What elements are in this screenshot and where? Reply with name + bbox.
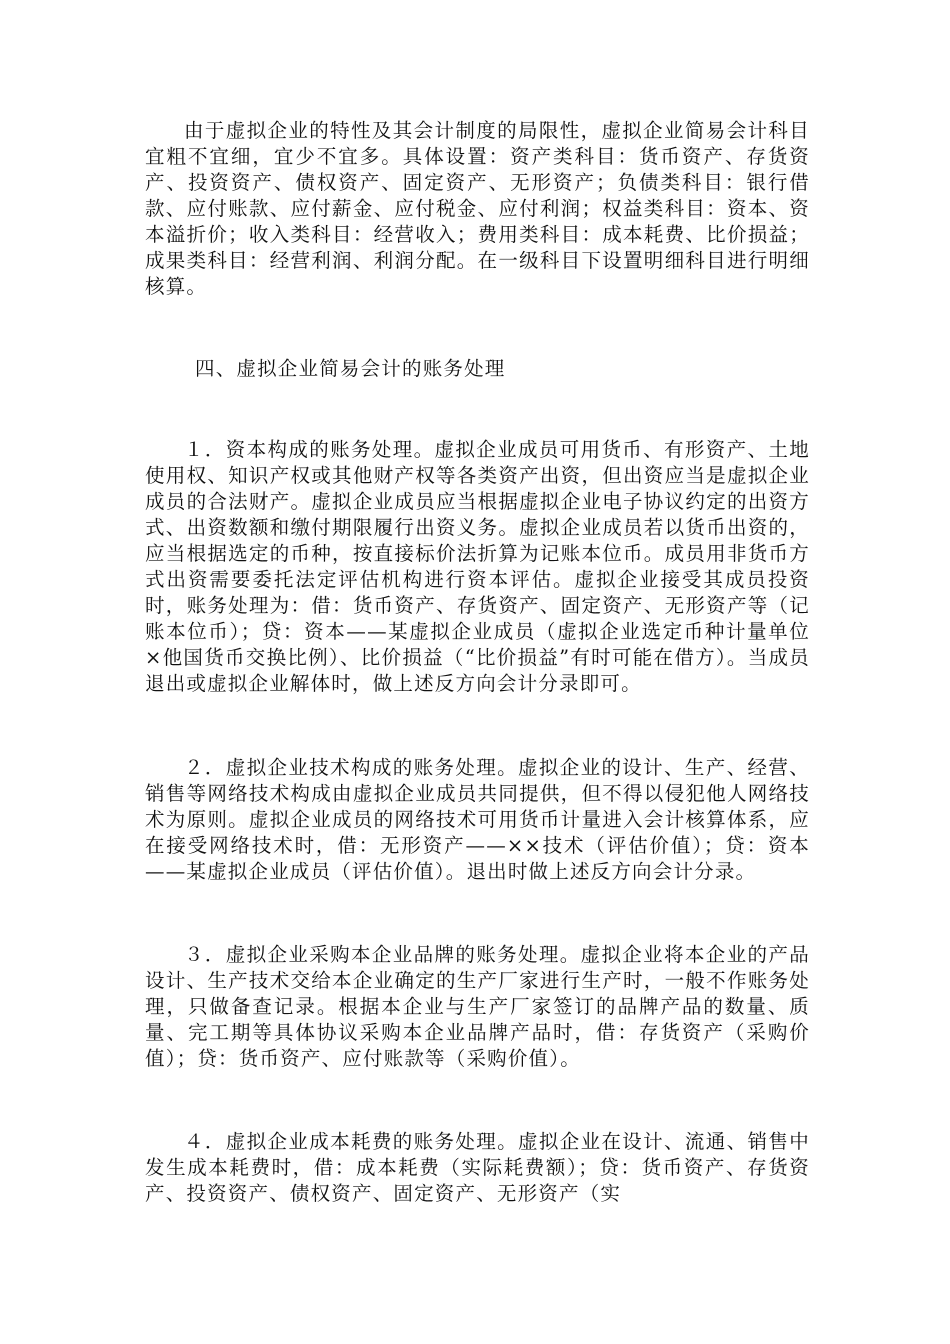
- paragraph-capital: １．资本构成的账务处理。虚拟企业成员可用货币、有形资产、土地使用权、知识产权或其他财产权等各类资产出资，但出资应当是虚拟企业成员的合法财产。虚拟企业成员应当根据虚拟企业电子协议约定的出资方式、出资数额和缴付期限履行出资义务。虚拟企业成员若以货币出资的，应当根据选定的币种，按直接标价法折算为记账本位币。成员用非货币方式出资需要委托法定评估机构进行资本评估。虚拟企业接受其成员投资时，账务处理为：借：货币资产、存货资产、固定资产、无形资产等（记账本位币）；贷：资本——某虚拟企业成员（虚拟企业选定币种计量单位×他国货币交换比例）、比价损益（“比价损益”有时可能在借方）。当成员退出或虚拟企业解体时，做上述反方向会计分录即可。: [145, 438, 810, 695]
- document-page: [145, 118, 810, 1207]
- paragraph-account-setup: 由于虚拟企业的特性及其会计制度的局限性，虚拟企业简易会计科目宜粗不宜细，宜少不宜多。具体设置：资产类科目：货币资产、存货资产、投资资产、债权资产、固定资产、无形资产；负债类科目：银行借款、应付账款、应付薪金、应付税金、应付利润；权益类科目：资本、资本溢折价；收入类科目：经营收入；费用类科目：成本耗费、比价损益；成果类科目：经营利润、利润分配。在一级科目下设置明细科目进行明细核算。: [145, 119, 810, 298]
- paragraph-spacer: [145, 382, 810, 437]
- paragraph-cost: ４．虚拟企业成本耗费的账务处理。虚拟企业在设计、流通、销售中发生成本耗费时，借：成本耗费（实际耗费额）；贷：货币资产、存货资产、投资资产、债权资产、固定资产、无形资产（实: [145, 1130, 810, 1205]
- paragraph-technology: ２．虚拟企业技术构成的账务处理。虚拟企业的设计、生产、经营、销售等网络技术构成由虚拟企业成员共同提供，但不得以侵犯他人网络技术为原则。虚拟企业成员的网络技术可用货币计量进入会计核算体系，应在接受网络技术时，借：无形资产——××技术（评估价值）；贷：资本——某虚拟企业成员（评估价值）。退出时做上述反方向会计分录。: [145, 756, 810, 883]
- section-heading: 四、虚拟企业简易会计的账务处理: [195, 357, 506, 380]
- paragraph-procurement: ３．虚拟企业采购本企业品牌的账务处理。虚拟企业将本企业的产品设计、生产技术交给本企业确定的生产厂家进行生产时，一般不作账务处理，只做备查记录。根据本企业与生产厂家签订的品牌产品的数量、质量、完工期等具体协议采购本企业品牌产品时，借：存货资产（采购价值）；贷：货币资产、应付账款等（采购价值）。: [145, 943, 810, 1070]
- paragraph-spacer: [145, 885, 810, 942]
- paragraph-spacer: [145, 300, 810, 356]
- paragraph-spacer: [145, 1072, 810, 1129]
- paragraph-spacer: [145, 697, 810, 755]
